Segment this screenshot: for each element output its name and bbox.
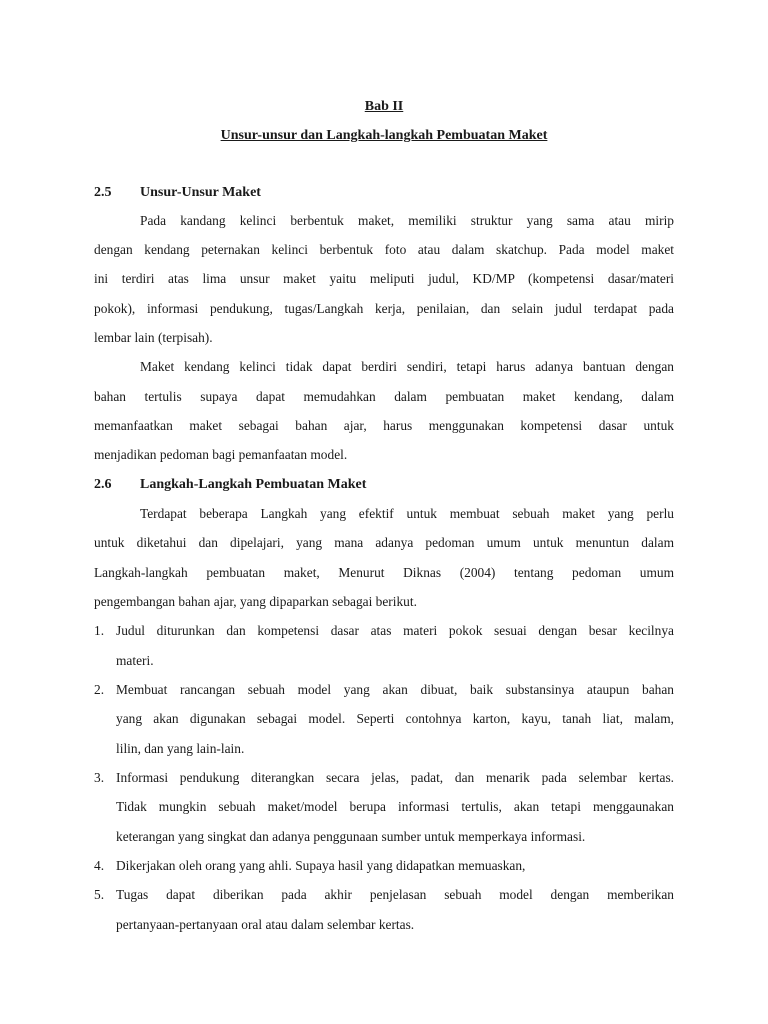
section-title: Unsur-Unsur Maket: [140, 185, 261, 200]
section-number: 2.6: [94, 477, 112, 492]
chapter-title: Unsur-unsur dan Langkah-langkah Pembuatan Maket: [220, 128, 548, 143]
paragraph-line: pengembangan bahan ajar, yang dipaparkan sebagai berikut.: [94, 594, 417, 609]
list-item-line: yang akan digunakan sebagai model. Seperti contohnya karton, kayu, tanah liat, malam,: [116, 711, 674, 726]
list-item-line: pertanyaan-pertanyaan oral atau dalam selembar kertas.: [116, 917, 415, 932]
list-item-number: 3.: [94, 770, 105, 785]
paragraph-line: Langkah-langkah pembuatan maket, Menurut Diknas (2004) tentang pedoman umum: [94, 565, 674, 580]
list-item-number: 4.: [94, 858, 105, 873]
paragraph-line: dengan kendang peternakan kelinci berbentuk foto atau dalam skatchup. Pada model maket: [94, 242, 674, 257]
paragraph-line: Maket kendang kelinci tidak dapat berdiri sendiri, tetapi harus adanya bantuan dengan: [140, 359, 674, 374]
list-item-line: Informasi pendukung diterangkan secara jelas, padat, dan menarik pada selembar kertas.: [116, 770, 674, 785]
paragraph-line: Pada kandang kelinci berbentuk maket, memiliki struktur yang sama atau mirip: [140, 213, 674, 228]
paragraph-line: pokok), informasi pendukung, tugas/Langkah kerja, penilaian, dan selain judul terdapat pada: [94, 301, 674, 316]
section-number: 2.5: [94, 185, 112, 200]
list-item-line: Dikerjakan oleh orang yang ahli. Supaya hasil yang didapatkan memuaskan,: [116, 858, 526, 873]
list-item-line: materi.: [116, 653, 154, 668]
list-item-number: 5.: [94, 887, 105, 902]
paragraph-line: bahan tertulis supaya dapat memudahkan dalam pembuatan maket kendang, dalam: [94, 389, 674, 404]
paragraph-line: memanfaatkan maket sebagai bahan ajar, harus menggunakan kompetensi dasar untuk: [94, 418, 674, 433]
list-item-line: Membuat rancangan sebuah model yang akan dibuat, baik substansinya ataupun bahan: [116, 682, 674, 697]
list-item-line: keterangan yang singkat dan adanya penggunaan sumber untuk memperkaya informasi.: [116, 829, 586, 844]
paragraph-line: menjadikan pedoman bagi pemanfaatan model.: [94, 447, 348, 462]
paragraph-line: lembar lain (terpisah).: [94, 330, 213, 345]
list-item-line: Judul diturunkan dan kompetensi dasar atas materi pokok sesuai dengan besar kecilnya: [116, 623, 674, 638]
section-title: Langkah-Langkah Pembuatan Maket: [140, 477, 367, 492]
paragraph-line: ini terdiri atas lima unsur maket yaitu meliputi judul, KD/MP (kompetensi dasar/materi: [94, 271, 674, 286]
paragraph-line: Terdapat beberapa Langkah yang efektif untuk membuat sebuah maket yang perlu: [140, 506, 674, 521]
list-item-number: 2.: [94, 682, 105, 697]
list-item-number: 1.: [94, 623, 105, 638]
paragraph-line: untuk diketahui dan dipelajari, yang mana adanya pedoman umum untuk menuntun dalam: [94, 535, 674, 550]
list-item-line: Tugas dapat diberikan pada akhir penjelasan sebuah model dengan memberikan: [116, 887, 674, 902]
list-item-line: lilin, dan yang lain-lain.: [116, 741, 245, 756]
list-item-line: Tidak mungkin sebuah maket/model berupa informasi tertulis, akan tetapi menggaunakan: [116, 799, 674, 814]
chapter-label: Bab II: [364, 99, 404, 114]
section-heading-2-5: [94, 184, 261, 202]
section-heading-2-6: [94, 476, 366, 494]
